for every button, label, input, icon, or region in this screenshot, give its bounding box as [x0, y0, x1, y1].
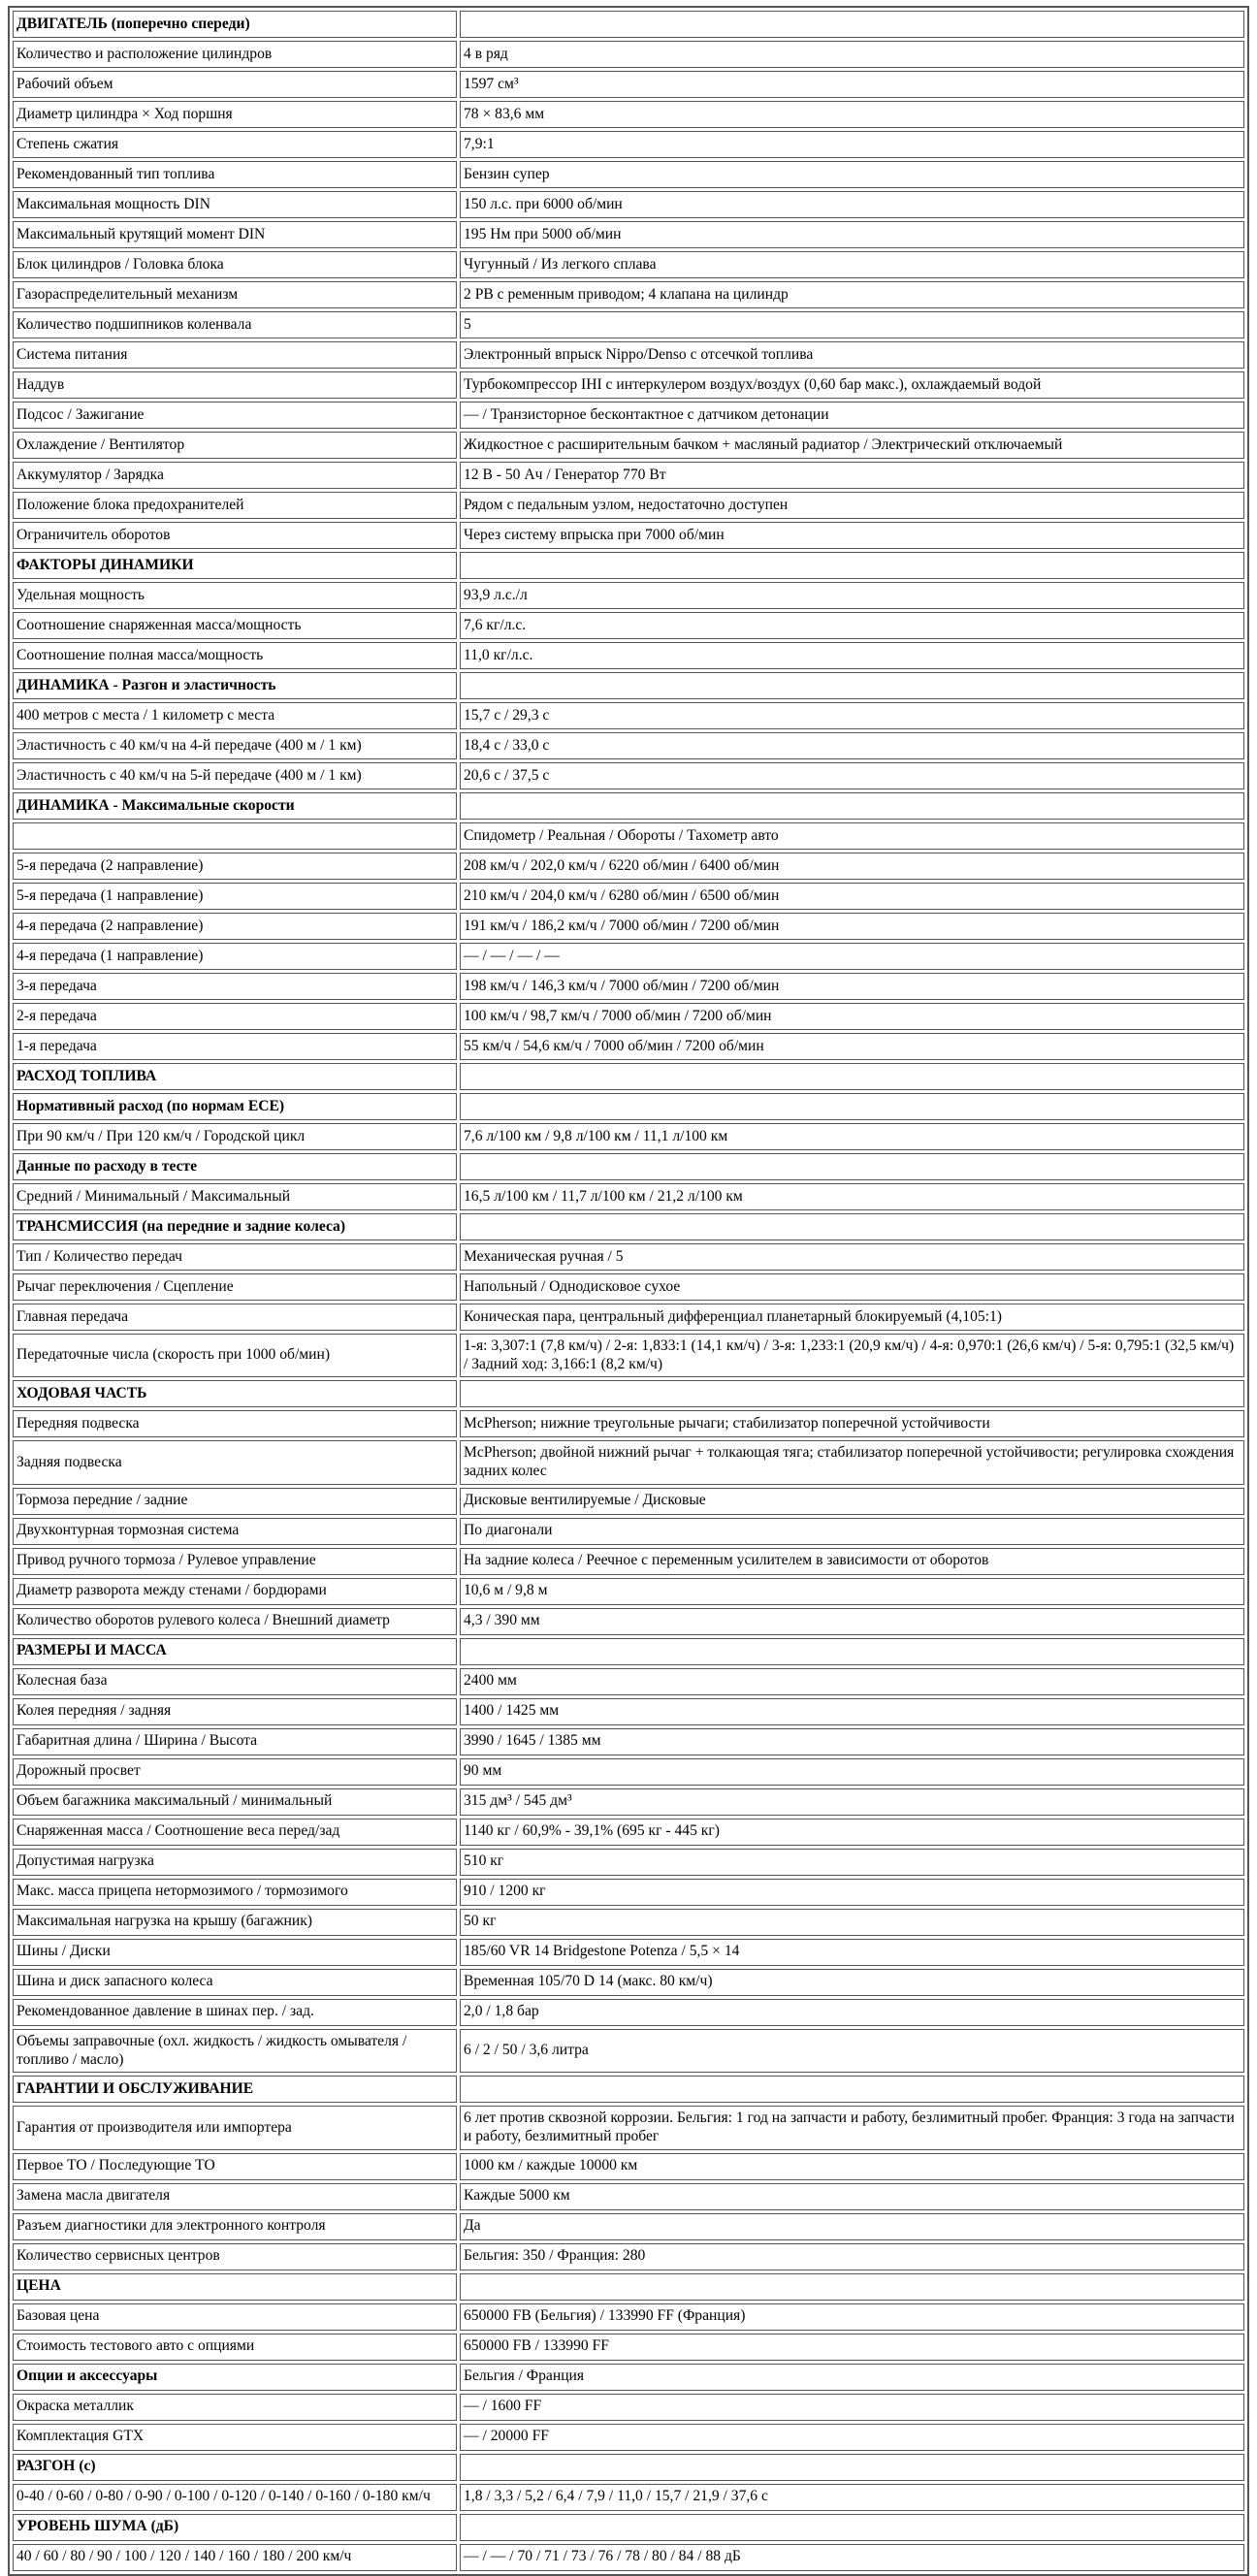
table-row: [13, 1758, 1244, 1786]
spec-label: Рычаг переключения / Сцепление: [13, 1273, 457, 1301]
table-row: [13, 943, 1244, 970]
section-title: Нормативный расход (по нормам ECE): [13, 1093, 457, 1120]
section-title: РАЗГОН (с): [13, 2454, 457, 2481]
table-row: [13, 1608, 1244, 1635]
spec-value: 7,6 кг/л.с.: [460, 612, 1244, 639]
table-row: [13, 1334, 1244, 1377]
table-row: [13, 1548, 1244, 1575]
spec-value: — / 1600 FF: [460, 2394, 1244, 2421]
spec-value: [460, 672, 1244, 699]
table-row: [13, 1003, 1244, 1030]
table-row: [13, 1518, 1244, 1545]
spec-value: [460, 552, 1244, 579]
spec-value: 1597 см³: [460, 71, 1244, 98]
section-header-row: [13, 2273, 1244, 2301]
section-title: ФАКТОРЫ ДИНАМИКИ: [13, 552, 457, 579]
spec-value: На задние колеса / Реечное с переменным усилителем в зависимости от оборотов: [460, 1548, 1244, 1575]
spec-value: 208 км/ч / 202,0 км/ч / 6220 об/мин / 6400 об/мин: [460, 853, 1244, 880]
table-row: [13, 913, 1244, 940]
table-row: [13, 2153, 1244, 2180]
spec-label: [13, 822, 457, 850]
spec-label: Подсос / Зажигание: [13, 402, 457, 429]
spec-value: [460, 2273, 1244, 2301]
spec-label: Аккумулятор / Зарядка: [13, 462, 457, 489]
spec-label: Шины / Диски: [13, 1939, 457, 1966]
table-row: [13, 1728, 1244, 1755]
section-header-row: [13, 552, 1244, 579]
table-row: [13, 462, 1244, 489]
spec-value: [460, 1638, 1244, 1665]
spec-label: Рекомендованный тип топлива: [13, 161, 457, 188]
spec-label: Ограничитель оборотов: [13, 522, 457, 549]
table-row: [13, 1304, 1244, 1331]
spec-label: Система питания: [13, 341, 457, 369]
spec-value: Чугунный / Из легкого сплава: [460, 251, 1244, 278]
table-row: [13, 1033, 1244, 1060]
spec-value: 150 л.с. при 6000 об/мин: [460, 191, 1244, 218]
spec-value: 20,6 с / 37,5 с: [460, 762, 1244, 789]
spec-label: Колесная база: [13, 1668, 457, 1695]
table-row: [13, 612, 1244, 639]
table-row: [13, 1788, 1244, 1816]
spec-value: 191 км/ч / 186,2 км/ч / 7000 об/мин / 7200 об/мин: [460, 913, 1244, 940]
spec-value: 315 дм³ / 545 дм³: [460, 1788, 1244, 1816]
spec-value: 185/60 VR 14 Bridgestone Potenza / 5,5 × 14: [460, 1939, 1244, 1966]
spec-label: Количество и расположение цилиндров: [13, 41, 457, 68]
spec-value: 12 В - 50 Ач / Генератор 770 Вт: [460, 462, 1244, 489]
spec-label: Гарантия от производителя или импортера: [13, 2106, 457, 2149]
spec-label: Замена масла двигателя: [13, 2183, 457, 2210]
spec-label: Максимальная нагрузка на крышу (багажник): [13, 1909, 457, 1936]
table-row: [13, 2243, 1244, 2270]
table-row: [13, 1939, 1244, 1966]
spec-label: Эластичность с 40 км/ч на 4-й передаче (400 м / 1 км): [13, 732, 457, 759]
spec-value: 2,0 / 1,8 бар: [460, 1999, 1244, 2026]
spec-label: Количество оборотов рулевого колеса / Внешний диаметр: [13, 1608, 457, 1635]
spec-value: Дисковые вентилируемые / Дисковые: [460, 1488, 1244, 1515]
table-row: [13, 1879, 1244, 1906]
section-header-row: [13, 11, 1244, 38]
spec-value: 18,4 с / 33,0 с: [460, 732, 1244, 759]
spec-value: Да: [460, 2213, 1244, 2240]
spec-value: 100 км/ч / 98,7 км/ч / 7000 об/мин / 7200 об/мин: [460, 1003, 1244, 1030]
spec-label: Удельная мощность: [13, 582, 457, 609]
table-row: [13, 402, 1244, 429]
spec-label: Диаметр цилиндра × Ход поршня: [13, 101, 457, 128]
spec-value: 11,0 кг/л.с.: [460, 642, 1244, 669]
table-row: [13, 131, 1244, 158]
spec-value: 50 кг: [460, 1909, 1244, 1936]
spec-label: Степень сжатия: [13, 131, 457, 158]
spec-label: Количество подшипников коленвала: [13, 311, 457, 338]
spec-value: 55 км/ч / 54,6 км/ч / 7000 об/мин / 7200 об/мин: [460, 1033, 1244, 1060]
spec-label: Шина и диск запасного колеса: [13, 1969, 457, 1996]
table-row: [13, 642, 1244, 669]
spec-value: 5: [460, 311, 1244, 338]
spec-label: Разъем диагностики для электронного контроля: [13, 2213, 457, 2240]
spec-label: Газораспределительный механизм: [13, 281, 457, 308]
table-row: [13, 311, 1244, 338]
table-row: [13, 2183, 1244, 2210]
spec-value: — / — / — / —: [460, 943, 1244, 970]
spec-value: 7,6 л/100 км / 9,8 л/100 км / 11,1 л/100 км: [460, 1123, 1244, 1150]
table-row: [13, 1273, 1244, 1301]
section-header-row: [13, 1093, 1244, 1120]
section-title: Данные по расходу в тесте: [13, 1153, 457, 1180]
spec-value: — / — / 70 / 71 / 73 / 76 / 78 / 80 / 84 / 88 дБ: [460, 2544, 1244, 2571]
table-row: [13, 2394, 1244, 2421]
spec-value: Временная 105/70 D 14 (макс. 80 км/ч): [460, 1969, 1244, 1996]
spec-value: Бельгия: 350 / Франция: 280: [460, 2243, 1244, 2270]
spec-value: Бельгия / Франция: [460, 2364, 1244, 2391]
spec-value: McPherson; нижние треугольные рычаги; стабилизатор поперечной устойчивости: [460, 1410, 1244, 1437]
spec-label: Положение блока предохранителей: [13, 492, 457, 519]
spec-label: Дорожный просвет: [13, 1758, 457, 1786]
section-header-row: [13, 1063, 1244, 1090]
table-row: [13, 2106, 1244, 2149]
spec-value: 4,3 / 390 мм: [460, 1608, 1244, 1635]
spec-label: 400 метров с места / 1 километр с места: [13, 702, 457, 729]
spec-value: Жидкостное с расширительным бачком + масляный радиатор / Электрический отключаемый: [460, 432, 1244, 459]
table-row: [13, 973, 1244, 1000]
spec-label: Рекомендованное давление в шинах пер. / зад.: [13, 1999, 457, 2026]
spec-value: Коническая пара, центральный дифференциал планетарный блокируемый (4,105:1): [460, 1304, 1244, 1331]
spec-label: Двухконтурная тормозная система: [13, 1518, 457, 1545]
spec-value: Напольный / Однодисковое сухое: [460, 1273, 1244, 1301]
table-row: [13, 1999, 1244, 2026]
spec-value: [460, 2076, 1244, 2103]
spec-value: Рядом с педальным узлом, недостаточно доступен: [460, 492, 1244, 519]
spec-value: [460, 1063, 1244, 1090]
spec-value: 6 лет против сквозной коррозии. Бельгия: 1 год на запчасти и работу, безлимитный пробег. Франция: 3 года на запчасти и работу, безлимитный пробег: [460, 2106, 1244, 2149]
spec-value: 4 в ряд: [460, 41, 1244, 68]
spec-value: [460, 792, 1244, 820]
spec-value: [460, 2454, 1244, 2481]
table-row: [13, 732, 1244, 759]
section-title: ХОДОВАЯ ЧАСТЬ: [13, 1380, 457, 1407]
table-row: [13, 1123, 1244, 1150]
spec-label: 1-я передача: [13, 1033, 457, 1060]
table-row: [13, 1819, 1244, 1846]
spec-value: 15,7 с / 29,3 с: [460, 702, 1244, 729]
spec-value: 510 кг: [460, 1849, 1244, 1876]
spec-label: Макс. масса прицепа нетормозимого / тормозимого: [13, 1879, 457, 1906]
spec-label: 4-я передача (2 направление): [13, 913, 457, 940]
spec-label: Количество сервисных центров: [13, 2243, 457, 2270]
table-row: [13, 1243, 1244, 1271]
section-header-row: [13, 1380, 1244, 1407]
spec-label: Главная передача: [13, 1304, 457, 1331]
spec-label: Блок цилиндров / Головка блока: [13, 251, 457, 278]
table-row: [13, 221, 1244, 248]
table-row: [13, 1410, 1244, 1437]
spec-value: По диагонали: [460, 1518, 1244, 1545]
spec-label: Привод ручного тормоза / Рулевое управление: [13, 1548, 457, 1575]
spec-label: Эластичность с 40 км/ч на 5-й передаче (400 м / 1 км): [13, 762, 457, 789]
section-title: ДИНАМИКА - Разгон и эластичность: [13, 672, 457, 699]
spec-label: Комплектация GTX: [13, 2424, 457, 2451]
spec-label: 3-я передача: [13, 973, 457, 1000]
table-row: [13, 853, 1244, 880]
spec-label: 2-я передача: [13, 1003, 457, 1030]
spec-value: [460, 11, 1244, 38]
spec-label: Габаритная длина / Ширина / Высота: [13, 1728, 457, 1755]
table-row: [13, 762, 1244, 789]
spec-label: Первое ТО / Последующие ТО: [13, 2153, 457, 2180]
spec-value: Электронный впрыск Nippo/Denso с отсечкой топлива: [460, 341, 1244, 369]
table-row: [13, 371, 1244, 399]
spec-label: 5-я передача (2 направление): [13, 853, 457, 880]
spec-value: [460, 1380, 1244, 1407]
table-row: [13, 1668, 1244, 1695]
table-row: [13, 281, 1244, 308]
spec-value: 90 мм: [460, 1758, 1244, 1786]
spec-value: 93,9 л.с./л: [460, 582, 1244, 609]
section-title: ДВИГАТЕЛЬ (поперечно спереди): [13, 11, 457, 38]
table-row: [13, 1698, 1244, 1725]
spec-label: Передаточные числа (скорость при 1000 об/мин): [13, 1334, 457, 1377]
section-header-row: [13, 1153, 1244, 1180]
spec-value: Через систему впрыска при 7000 об/мин: [460, 522, 1244, 549]
spec-value: Бензин супер: [460, 161, 1244, 188]
spec-table: [8, 6, 1249, 2576]
spec-label: Окраска металлик: [13, 2394, 457, 2421]
table-row: [13, 1440, 1244, 1484]
spec-label: Максимальный крутящий момент DIN: [13, 221, 457, 248]
table-row: [13, 2303, 1244, 2331]
section-title: ГАРАНТИИ И ОБСЛУЖИВАНИЕ: [13, 2076, 457, 2103]
spec-value: 195 Нм при 5000 об/мин: [460, 221, 1244, 248]
section-header-row: [13, 1638, 1244, 1665]
section-title: ТРАНСМИССИЯ (на передние и задние колеса): [13, 1213, 457, 1240]
table-row: [13, 161, 1244, 188]
spec-value: 650000 FB / 133990 FF: [460, 2334, 1244, 2361]
table-row: [13, 432, 1244, 459]
table-row: [13, 341, 1244, 369]
table-row: [13, 71, 1244, 98]
table-row: [13, 822, 1244, 850]
table-row: [13, 191, 1244, 218]
spec-value: 7,9:1: [460, 131, 1244, 158]
spec-value: Каждые 5000 км: [460, 2183, 1244, 2210]
spec-value: 16,5 л/100 км / 11,7 л/100 км / 21,2 л/100 км: [460, 1183, 1244, 1210]
section-header-row: [13, 2364, 1244, 2391]
table-row: [13, 1969, 1244, 1996]
table-row: [13, 1909, 1244, 1936]
table-row: [13, 1183, 1244, 1210]
spec-value: — / Транзисторное бесконтактное с датчиком детонации: [460, 402, 1244, 429]
spec-value: 210 км/ч / 204,0 км/ч / 6280 об/мин / 6500 об/мин: [460, 883, 1244, 910]
table-row: [13, 2213, 1244, 2240]
section-title: ЦЕНА: [13, 2273, 457, 2301]
table-row: [13, 2544, 1244, 2571]
section-title: РАЗМЕРЫ И МАССА: [13, 1638, 457, 1665]
spec-label: Колея передняя / задняя: [13, 1698, 457, 1725]
table-row: [13, 2029, 1244, 2073]
spec-value: Турбокомпрессор IHI с интеркулером воздух/воздух (0,60 бар макс.), охлаждаемый водой: [460, 371, 1244, 399]
spec-label: Задняя подвеска: [13, 1440, 457, 1484]
spec-value: 6 / 2 / 50 / 3,6 литра: [460, 2029, 1244, 2073]
spec-value: McPherson; двойной нижний рычаг + толкающая тяга; стабилизатор поперечной устойчивости; регулировка схождения задних колес: [460, 1440, 1244, 1484]
spec-table-body: [13, 11, 1244, 2571]
table-row: [13, 2334, 1244, 2361]
spec-label: Базовая цена: [13, 2303, 457, 2331]
spec-value: [460, 1153, 1244, 1180]
section-title: РАСХОД ТОПЛИВА: [13, 1063, 457, 1090]
section-title: УРОВЕНЬ ШУМА (дБ): [13, 2514, 457, 2541]
spec-value: [460, 1213, 1244, 1240]
table-row: [13, 1849, 1244, 1876]
table-row: [13, 1488, 1244, 1515]
spec-label: Объемы заправочные (охл. жидкость / жидкость омывателя / топливо / масло): [13, 2029, 457, 2073]
spec-value: — / 20000 FF: [460, 2424, 1244, 2451]
spec-value: 1-я: 3,307:1 (7,8 км/ч) / 2-я: 1,833:1 (14,1 км/ч) / 3-я: 1,233:1 (20,9 км/ч) / 4-я: 0,970:1 (26,6 км/ч) / 5-я: 0,795:1 (32,5 км/ч) / Задний ход: 3,166:1 (8,2 км/ч): [460, 1334, 1244, 1377]
spec-label: Допустимая нагрузка: [13, 1849, 457, 1876]
spec-value: 3990 / 1645 / 1385 мм: [460, 1728, 1244, 1755]
section-header-row: [13, 2076, 1244, 2103]
spec-label: Охлаждение / Вентилятор: [13, 432, 457, 459]
spec-label: Соотношение полная масса/мощность: [13, 642, 457, 669]
table-row: [13, 2484, 1244, 2511]
table-row: [13, 883, 1244, 910]
spec-label: При 90 км/ч / При 120 км/ч / Городской цикл: [13, 1123, 457, 1150]
section-title: Опции и аксессуары: [13, 2364, 457, 2391]
spec-value: 198 км/ч / 146,3 км/ч / 7000 об/мин / 7200 об/мин: [460, 973, 1244, 1000]
spec-label: Объем багажника максимальный / минимальный: [13, 1788, 457, 1816]
spec-value: 2 РВ с ременным приводом; 4 клапана на цилиндр: [460, 281, 1244, 308]
spec-value: 650000 FB (Бельгия) / 133990 FF (Франция): [460, 2303, 1244, 2331]
spec-label: Стоимость тестового авто с опциями: [13, 2334, 457, 2361]
table-row: [13, 41, 1244, 68]
spec-label: 5-я передача (1 направление): [13, 883, 457, 910]
section-title: ДИНАМИКА - Максимальные скорости: [13, 792, 457, 820]
section-header-row: [13, 2514, 1244, 2541]
spec-label: 4-я передача (1 направление): [13, 943, 457, 970]
table-row: [13, 582, 1244, 609]
spec-value: 1400 / 1425 мм: [460, 1698, 1244, 1725]
section-header-row: [13, 672, 1244, 699]
spec-label: Диаметр разворота между стенами / бордюрами: [13, 1578, 457, 1605]
spec-value: 1,8 / 3,3 / 5,2 / 6,4 / 7,9 / 11,0 / 15,7 / 21,9 / 37,6 с: [460, 2484, 1244, 2511]
table-row: [13, 251, 1244, 278]
spec-value: 2400 мм: [460, 1668, 1244, 1695]
spec-value: 1000 км / каждые 10000 км: [460, 2153, 1244, 2180]
spec-label: Передняя подвеска: [13, 1410, 457, 1437]
table-row: [13, 522, 1244, 549]
spec-label: Соотношение снаряженная масса/мощность: [13, 612, 457, 639]
table-row: [13, 492, 1244, 519]
spec-label: Наддув: [13, 371, 457, 399]
spec-value: 1140 кг / 60,9% - 39,1% (695 кг - 445 кг): [460, 1819, 1244, 1846]
spec-label: 0-40 / 0-60 / 0-80 / 0-90 / 0-100 / 0-120 / 0-140 / 0-160 / 0-180 км/ч: [13, 2484, 457, 2511]
table-row: [13, 1578, 1244, 1605]
spec-label: Средний / Минимальный / Максимальный: [13, 1183, 457, 1210]
spec-value: [460, 1093, 1244, 1120]
spec-label: Рабочий объем: [13, 71, 457, 98]
table-row: [13, 702, 1244, 729]
spec-label: 40 / 60 / 80 / 90 / 100 / 120 / 140 / 160 / 180 / 200 км/ч: [13, 2544, 457, 2571]
spec-label: Снаряженная масса / Соотношение веса перед/зад: [13, 1819, 457, 1846]
section-header-row: [13, 1213, 1244, 1240]
spec-value: 10,6 м / 9,8 м: [460, 1578, 1244, 1605]
spec-label: Максимальная мощность DIN: [13, 191, 457, 218]
spec-value: Механическая ручная / 5: [460, 1243, 1244, 1271]
table-row: [13, 101, 1244, 128]
spec-value: Спидометр / Реальная / Обороты / Тахометр авто: [460, 822, 1244, 850]
spec-value: 910 / 1200 кг: [460, 1879, 1244, 1906]
spec-value: [460, 2514, 1244, 2541]
spec-label: Тормоза передние / задние: [13, 1488, 457, 1515]
section-header-row: [13, 792, 1244, 820]
section-header-row: [13, 2454, 1244, 2481]
spec-label: Тип / Количество передач: [13, 1243, 457, 1271]
table-row: [13, 2424, 1244, 2451]
spec-value: 78 × 83,6 мм: [460, 101, 1244, 128]
